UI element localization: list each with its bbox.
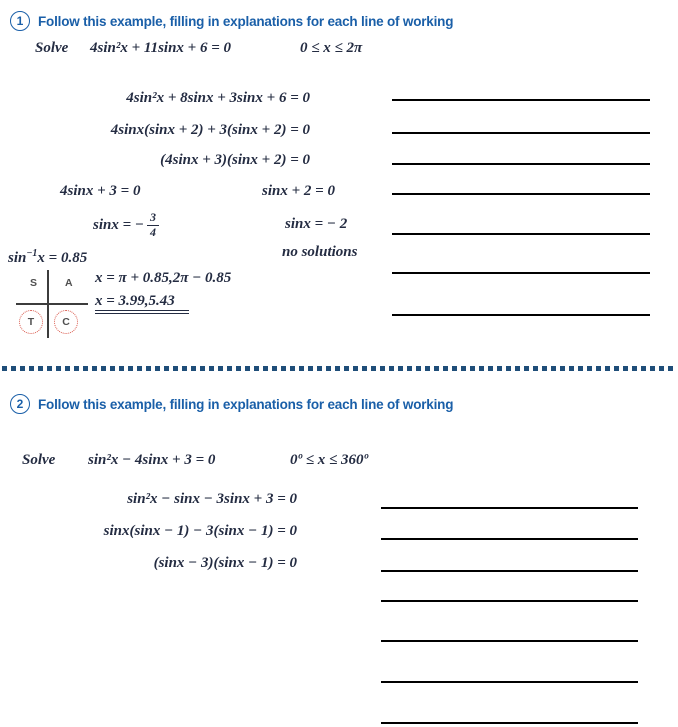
inverse-sine-line: [8, 249, 87, 267]
answer-line[interactable]: [392, 132, 650, 134]
working-line-factored-2: (sinx − 3)(sinx − 1) = 0: [153, 555, 297, 571]
factor-equation-right: sinx + 2 = 0: [262, 183, 335, 199]
answer-line[interactable]: [381, 681, 638, 683]
working-line-factored: (4sinx + 3)(sinx + 2) = 0: [160, 152, 310, 168]
cast-circle-t: [19, 310, 43, 334]
final-answer-value: x = 3.99,5.43: [95, 293, 189, 314]
inverse-sine-value: x = 0.85: [37, 250, 88, 266]
solution-fraction-prefix: sinx = −: [93, 216, 144, 233]
answer-line[interactable]: [392, 163, 650, 165]
answer-line[interactable]: [392, 233, 650, 235]
answer-line[interactable]: [381, 538, 638, 540]
answer-line[interactable]: [392, 272, 650, 274]
working-line-group-factor: 4sinx(sinx + 2) + 3(sinx + 2) = 0: [110, 122, 310, 138]
inverse-sine-prefix: sin: [8, 250, 27, 266]
answer-line[interactable]: [381, 600, 638, 602]
fraction-numerator: 3: [147, 211, 159, 226]
working-line-group-factor-2: sinx(sinx − 1) − 3(sinx − 1) = 0: [103, 523, 297, 539]
question-1-number-badge: [10, 11, 30, 31]
cast-diagram: [14, 270, 90, 338]
answer-line[interactable]: [392, 99, 650, 101]
solution-right: sinx = − 2: [285, 216, 348, 232]
problem-equation-2: sin²x − 4sinx + 3 = 0: [88, 452, 216, 468]
solve-label-1: Solve: [35, 40, 69, 56]
problem-equation-1: 4sin²x + 11sinx + 6 = 0: [90, 40, 232, 56]
general-solution-line: x = π + 0.85,2π − 0.85: [95, 270, 232, 286]
question-1-number: 1: [16, 14, 24, 28]
domain-constraint-1: 0 ≤ x ≤ 2π: [300, 40, 363, 56]
answer-line[interactable]: [381, 722, 638, 724]
section-divider: [2, 366, 676, 371]
cast-letter-s: S: [30, 277, 38, 289]
answer-line[interactable]: [381, 507, 638, 509]
fraction-three-quarters: [147, 211, 159, 240]
answer-line[interactable]: [392, 193, 650, 195]
answer-line[interactable]: [381, 640, 638, 642]
question-2-number-badge: [10, 394, 30, 414]
question-2-number: 2: [16, 397, 24, 411]
factor-equation-left: 4sinx + 3 = 0: [60, 183, 141, 199]
answer-line[interactable]: [392, 314, 650, 316]
answer-line[interactable]: [381, 570, 638, 572]
solution-fraction-line: [93, 211, 159, 240]
final-answer-line: [95, 293, 189, 310]
working-line-expand-2: sin²x − sinx − 3sinx + 3 = 0: [127, 491, 297, 507]
cast-circle-c: [54, 310, 78, 334]
cast-letter-a: A: [65, 277, 73, 289]
no-solutions-note: no solutions: [282, 244, 358, 260]
inverse-sine-exponent: −1: [26, 248, 38, 259]
fraction-denominator: 4: [149, 224, 156, 239]
cast-horizontal-axis: [16, 303, 88, 305]
cast-letter-t: T: [27, 316, 35, 328]
working-line-expand: 4sin²x + 8sinx + 3sinx + 6 = 0: [126, 90, 310, 106]
solve-label-2: Solve: [22, 452, 56, 468]
question-2-instruction: Follow this example, filling in explanations for each line of working: [38, 397, 454, 412]
domain-constraint-2: 0º ≤ x ≤ 360º: [290, 452, 368, 468]
cast-letter-c: C: [62, 316, 70, 328]
question-1-instruction: Follow this example, filling in explanations for each line of working: [38, 14, 454, 29]
